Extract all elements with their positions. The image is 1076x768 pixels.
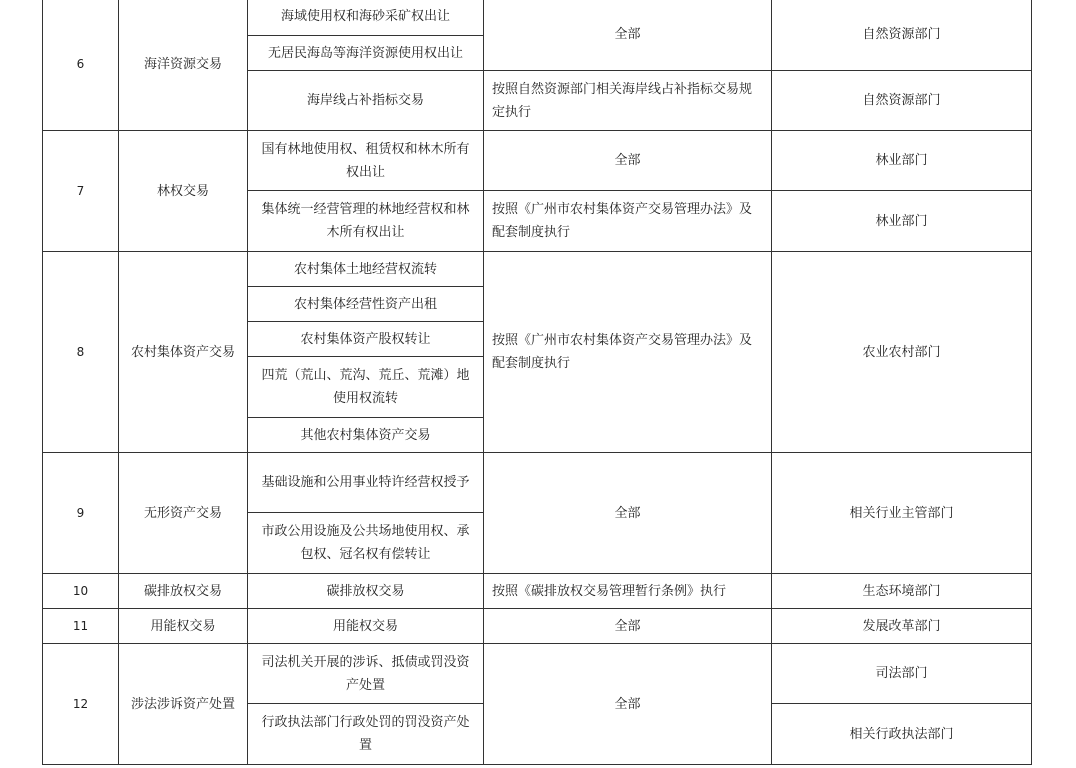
scope-cell: 全部 xyxy=(484,453,772,574)
item-cell: 国有林地使用权、租赁权和林木所有权出让 xyxy=(248,131,484,191)
item-cell: 农村集体资产股权转让 xyxy=(248,322,484,357)
category-cell: 无形资产交易 xyxy=(119,453,248,574)
dept-cell: 林业部门 xyxy=(772,191,1032,252)
dept-cell: 自然资源部门 xyxy=(772,71,1032,131)
row-number: 9 xyxy=(43,453,119,574)
scope-cell: 按照《广州市农村集体资产交易管理办法》及配套制度执行 xyxy=(484,191,772,252)
item-cell: 海域使用权和海砂采矿权出让 xyxy=(248,0,484,36)
category-cell: 农村集体资产交易 xyxy=(119,252,248,453)
scope-cell: 按照自然资源部门相关海岸线占补指标交易规定执行 xyxy=(484,71,772,131)
scope-cell: 按照《碳排放权交易管理暂行条例》执行 xyxy=(484,574,772,609)
scope-cell: 全部 xyxy=(484,609,772,644)
category-cell: 涉法涉诉资产处置 xyxy=(119,644,248,765)
row-number: 11 xyxy=(43,609,119,644)
item-cell: 市政公用设施及公共场地使用权、承包权、冠名权有偿转让 xyxy=(248,513,484,574)
category-cell: 林权交易 xyxy=(119,131,248,252)
item-cell: 司法机关开展的涉诉、抵债或罚没资产处置 xyxy=(248,644,484,704)
dept-cell: 发展改革部门 xyxy=(772,609,1032,644)
item-cell: 无居民海岛等海洋资源使用权出让 xyxy=(248,36,484,71)
scope-cell: 全部 xyxy=(484,131,772,191)
table-row xyxy=(43,574,1032,609)
row-number: 10 xyxy=(43,574,119,609)
row-number: 7 xyxy=(43,131,119,252)
dept-cell: 自然资源部门 xyxy=(772,0,1032,71)
table-row xyxy=(43,609,1032,644)
item-cell: 集体统一经营管理的林地经营权和林木所有权出让 xyxy=(248,191,484,252)
table-row xyxy=(43,644,1032,704)
item-cell: 用能权交易 xyxy=(248,609,484,644)
dept-cell: 林业部门 xyxy=(772,131,1032,191)
item-cell: 其他农村集体资产交易 xyxy=(248,418,484,453)
table-row xyxy=(43,131,1032,191)
dept-cell: 司法部门 xyxy=(772,644,1032,704)
scope-cell: 全部 xyxy=(484,644,772,765)
dept-cell: 农业农村部门 xyxy=(772,252,1032,453)
item-cell: 四荒（荒山、荒沟、荒丘、荒滩）地使用权流转 xyxy=(248,357,484,418)
resource-trading-table xyxy=(42,0,1032,765)
item-cell: 海岸线占补指标交易 xyxy=(248,71,484,131)
item-cell: 基础设施和公用事业特许经营权授予 xyxy=(248,453,484,513)
table-row xyxy=(43,453,1032,513)
scope-cell: 全部 xyxy=(484,0,772,71)
item-cell: 农村集体土地经营权流转 xyxy=(248,252,484,287)
scope-cell: 按照《广州市农村集体资产交易管理办法》及配套制度执行 xyxy=(484,252,772,453)
dept-cell: 相关行政执法部门 xyxy=(772,704,1032,765)
dept-cell: 相关行业主管部门 xyxy=(772,453,1032,574)
category-cell: 海洋资源交易 xyxy=(119,0,248,131)
category-cell: 碳排放权交易 xyxy=(119,574,248,609)
row-number: 6 xyxy=(43,0,119,131)
table-row xyxy=(43,252,1032,287)
row-number: 8 xyxy=(43,252,119,453)
row-number: 12 xyxy=(43,644,119,765)
item-cell: 碳排放权交易 xyxy=(248,574,484,609)
item-cell: 农村集体经营性资产出租 xyxy=(248,287,484,322)
category-cell: 用能权交易 xyxy=(119,609,248,644)
dept-cell: 生态环境部门 xyxy=(772,574,1032,609)
table-row xyxy=(43,0,1032,36)
item-cell: 行政执法部门行政处罚的罚没资产处置 xyxy=(248,704,484,765)
